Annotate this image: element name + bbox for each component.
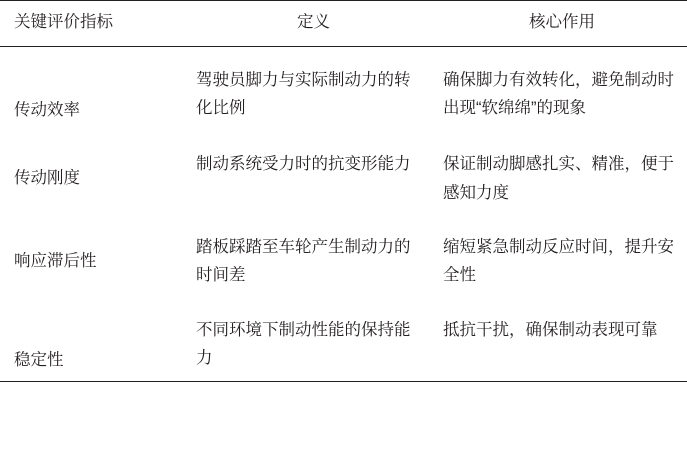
rule-cell-1: [190, 382, 437, 389]
table-row: [0, 46, 687, 131]
row-metric-label: [0, 131, 190, 214]
row-role-cell: [437, 297, 687, 382]
table-bottom-rule: [0, 382, 687, 389]
row-definition-text: 不同环境下制动性能的保持能力: [196, 320, 411, 367]
table-header-row: [0, 10, 687, 46]
table-row: [0, 297, 687, 382]
row-metric-text: 传动刚度: [14, 169, 80, 188]
row-role-cell: [437, 46, 687, 131]
row-role-cell: [437, 131, 687, 214]
row-definition-cell: [190, 214, 437, 297]
column-header-role: 核心作用: [437, 10, 687, 46]
row-metric-text: 传动效率: [14, 100, 80, 119]
row-metric-text: 稳定性: [14, 350, 64, 369]
table-header: [0, 1, 687, 47]
row-definition-text: 踏板踩踏至车轮产生制动力的时间差: [196, 237, 411, 285]
row-definition-cell: [190, 297, 437, 382]
row-role-text: 保证制动脚感扎实、精准，便于感知力度: [443, 155, 674, 202]
table-row: [0, 214, 687, 297]
rule-cell-2: [437, 382, 687, 389]
column-header-definition: 定义: [190, 10, 437, 46]
table-top-rule: [0, 1, 687, 11]
rule-cell-1: [190, 1, 437, 11]
row-metric-label: [0, 46, 190, 131]
row-role-text: 确保脚力有效转化，避免制动时出现“软绵绵”的现象: [443, 70, 674, 118]
rule-cell-2: [437, 1, 687, 11]
table-body: [0, 46, 687, 381]
column-header-metric: 关键评价指标: [0, 10, 190, 46]
row-definition-text: 制动系统受力时的抗变形能力: [196, 155, 411, 174]
row-role-text: 抵抗干扰，确保制动表现可靠: [443, 320, 658, 339]
row-definition-cell: [190, 46, 437, 131]
row-definition-text: 驾驶员脚力与实际制动力的转化比例: [196, 70, 411, 118]
rule-cell-0: [0, 382, 190, 389]
rule-cell-0: [0, 1, 190, 11]
row-definition-cell: [190, 131, 437, 214]
row-metric-text: 响应滞后性: [14, 251, 97, 270]
table-row: [0, 131, 687, 214]
row-role-text: 缩短紧急制动反应时间，提升安全性: [443, 237, 674, 285]
table-footer: [0, 382, 687, 389]
row-role-cell: [437, 214, 687, 297]
row-metric-label: [0, 214, 190, 297]
row-metric-label: [0, 297, 190, 382]
